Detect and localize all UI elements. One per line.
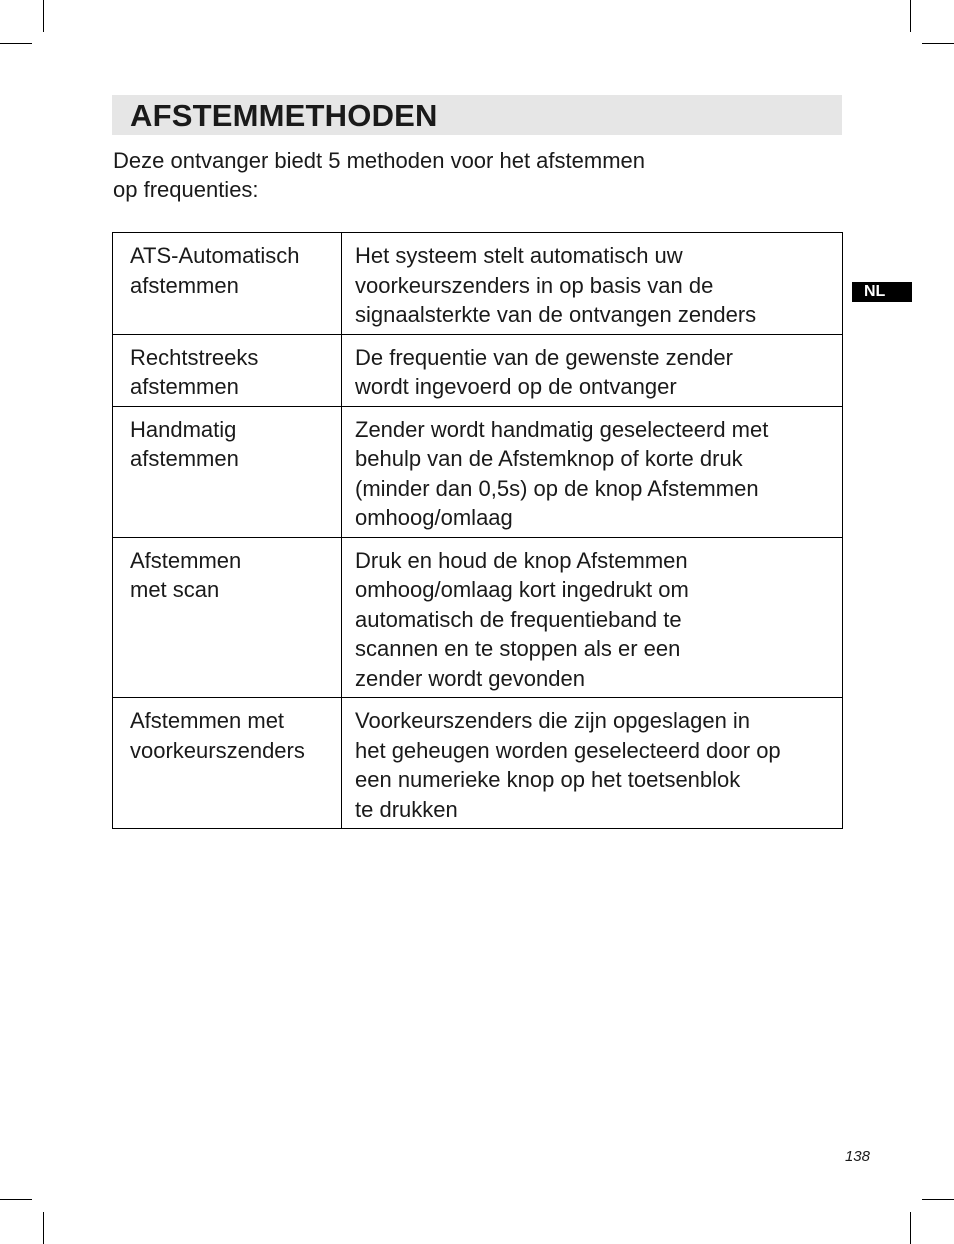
method-name: ATS-Automatisch afstemmen: [113, 233, 342, 335]
method-description: Zender wordt handmatig geselecteerd met behulp van de Afstemknop of korte druk (minder dan 0,5s) op de knop Afstemmen omhoog/omlaag: [342, 406, 843, 537]
crop-mark: [43, 0, 44, 32]
language-badge: NL: [852, 282, 912, 302]
crop-mark: [910, 1212, 911, 1244]
crop-mark: [0, 43, 32, 44]
crop-mark: [43, 1212, 44, 1244]
crop-mark: [922, 43, 954, 44]
table-row: [113, 698, 843, 829]
method-name: Handmatig afstemmen: [113, 406, 342, 537]
crop-mark: [910, 0, 911, 32]
crop-mark: [922, 1199, 954, 1200]
table-row: [113, 537, 843, 698]
section-title-bar: [112, 95, 842, 135]
method-name: Afstemmen met scan: [113, 537, 342, 698]
method-name: Afstemmen met voorkeurszenders: [113, 698, 342, 829]
method-description: Druk en houd de knop Afstemmen omhoog/omlaag kort ingedrukt om automatisch de frequentieband te scannen en te stoppen als er een zender wordt gevonden: [342, 537, 843, 698]
table-row: [113, 406, 843, 537]
method-description: Voorkeurszenders die zijn opgeslagen in het geheugen worden geselecteerd door op een numerieke knop op het toetsenblok te drukken: [342, 698, 843, 829]
tuning-methods-table: [112, 232, 843, 829]
method-name: Rechtstreeks afstemmen: [113, 334, 342, 406]
intro-text: Deze ontvanger biedt 5 methoden voor het afstemmen op frequenties:: [113, 148, 645, 202]
page-number: 138: [844, 1148, 870, 1165]
crop-mark: [0, 1199, 32, 1200]
table-row: [113, 334, 843, 406]
method-description: De frequentie van de gewenste zender wordt ingevoerd op de ontvanger: [342, 334, 843, 406]
table-row: [113, 233, 843, 335]
page-title: AFSTEMMETHODEN: [130, 98, 438, 133]
method-description: Het systeem stelt automatisch uw voorkeurszenders in op basis van de signaalsterkte van de ontvangen zenders: [342, 233, 843, 335]
